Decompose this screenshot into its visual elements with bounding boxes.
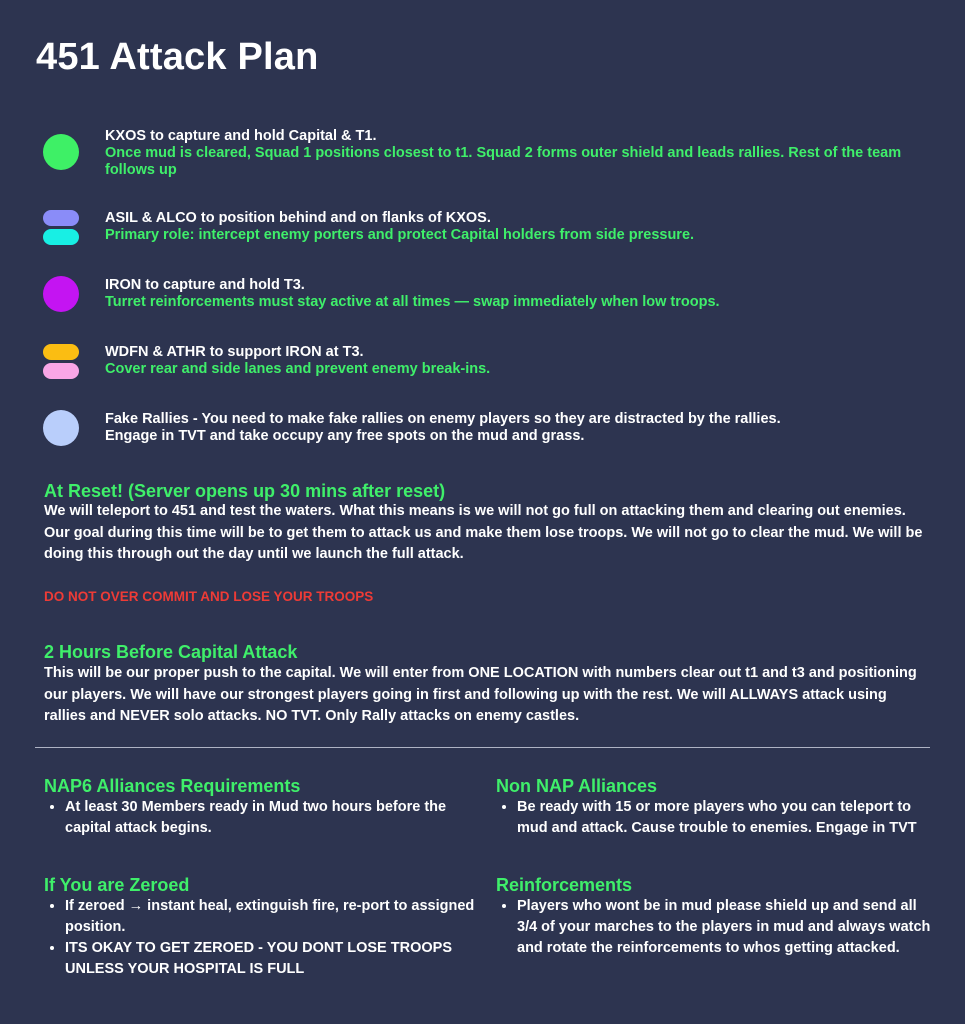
- nap6-list: [43, 797, 485, 839]
- legend-text: [105, 128, 925, 179]
- legend-main-text: KXOS to capture and hold Capital & T1.: [105, 128, 377, 144]
- legend-sub-text: Engage in TVT and take occupy any free spots on the mud and grass.: [105, 428, 585, 444]
- legend-main-text: WDFN & ATHR to support IRON at T3.: [105, 344, 364, 360]
- legend-sub-text: Once mud is cleared, Squad 1 positions closest to t1. Squad 2 forms outer shield and leads rallies. Rest of the team follows up: [105, 145, 902, 178]
- athr-color-marker: [43, 363, 79, 379]
- capital-body: This will be our proper push to the capital. We will enter from ONE LOCATION with numbers clear out t1 and t3 and positioning our players. We will have our strongest players going in first and following up with the rest. We will ALLWAYS attack using rallies and NEVER solo attacks. NO TVT. Only Rally attacks on enemy castles.: [44, 665, 917, 724]
- legend-text: [105, 277, 925, 311]
- reset-warning: DO NOT OVER COMMIT AND LOSE YOUR TROOPS: [44, 589, 374, 604]
- capital-heading: 2 Hours Before Capital Attack: [44, 642, 298, 662]
- zeroed-list: [43, 896, 485, 980]
- non-nap-list: [495, 797, 937, 839]
- list-item: • ITS OKAY TO GET ZEROED - YOU DONT LOSE TROOPS UNLESS YOUR HOSPITAL IS FULL: [65, 938, 485, 980]
- legend-text: [105, 210, 925, 244]
- reset-body: We will teleport to 451 and test the waters. What this means is we will not go full on attacking them and clearing out enemies. Our goal during this time will be to get them to attack us and make them lose troops. We will not go to clear the mud. We will be doing this through out the day until we launch the full attack.: [44, 503, 923, 562]
- legend-main-text: ASIL & ALCO to position behind and on flanks of KXOS.: [105, 210, 491, 226]
- kxos-color-marker: [43, 134, 79, 170]
- iron-color-marker: [43, 276, 79, 312]
- asil-color-marker: [43, 210, 79, 226]
- legend-text: [105, 411, 925, 445]
- reset-heading: At Reset! (Server opens up 30 mins after reset): [44, 481, 446, 501]
- legend-main-text: IRON to capture and hold T3.: [105, 277, 305, 293]
- list-item: • Be ready with 15 or more players who you can teleport to mud and attack. Cause trouble to enemies. Engage in TVT: [517, 797, 937, 839]
- reinforcements-list: [495, 896, 937, 959]
- fake-rallies-color-marker: [43, 410, 79, 446]
- list-item: • At least 30 Members ready in Mud two hours before the capital attack begins.: [65, 797, 485, 839]
- legend-sub-text: Turret reinforcements must stay active at all times — swap immediately when low troops.: [105, 294, 720, 310]
- non-nap-heading: Non NAP Alliances: [496, 776, 658, 796]
- list-item: • If zeroed → instant heal, extinguish fire, re-port to assigned position.: [65, 896, 485, 938]
- reinforcements-heading: Reinforcements: [496, 875, 633, 895]
- zeroed-heading: If You are Zeroed: [44, 875, 190, 895]
- page-title: 451 Attack Plan: [36, 36, 319, 78]
- legend-text: [105, 344, 925, 378]
- wdfn-color-marker: [43, 344, 79, 360]
- alco-color-marker: [43, 229, 79, 245]
- section-divider: [35, 747, 930, 748]
- legend-main-text: Fake Rallies - You need to make fake rallies on enemy players so they are distracted by the rallies.: [105, 411, 781, 427]
- legend-sub-text: Cover rear and side lanes and prevent enemy break-ins.: [105, 361, 491, 377]
- legend-sub-text: Primary role: intercept enemy porters and protect Capital holders from side pressure.: [105, 227, 695, 243]
- list-item: • Players who wont be in mud please shield up and send all 3/4 of your marches to the players in mud and always watch and rotate the reinforcements to whos getting attacked.: [517, 896, 937, 959]
- nap6-heading: NAP6 Alliances Requirements: [44, 776, 301, 796]
